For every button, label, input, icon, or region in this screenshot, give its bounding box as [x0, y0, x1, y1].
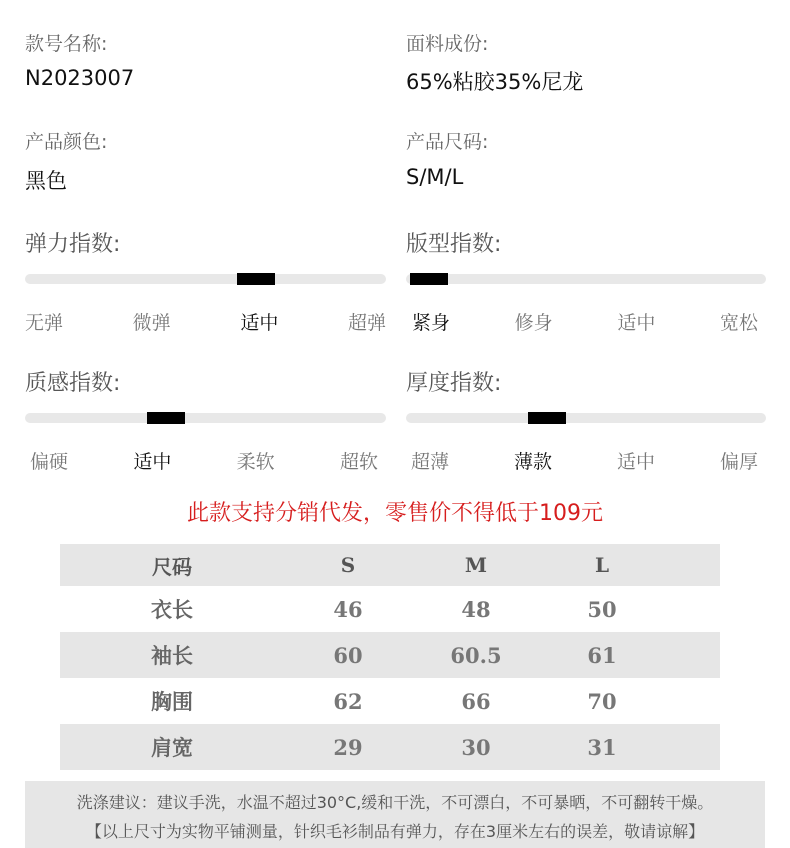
table-cell: 66: [461, 688, 491, 714]
texture-options: [30, 447, 378, 474]
table-cell: 肩宽: [60, 724, 284, 770]
table-row: [60, 724, 720, 770]
table-cell: 50: [587, 596, 617, 622]
elasticity-title: 弹力指数:: [25, 232, 121, 257]
elasticity-marker: [237, 273, 275, 285]
table-cell: 70: [587, 688, 617, 714]
style-value: N2023007: [25, 66, 135, 90]
thickness-slider: [406, 413, 766, 423]
table-cell: 60.5: [412, 632, 540, 678]
texture-option: 柔软: [236, 451, 275, 473]
color-value: 黑色: [25, 169, 67, 193]
fit-option: 修身: [514, 312, 553, 334]
elasticity-option: 无弹: [25, 312, 64, 334]
table-cell: 衣长: [151, 597, 193, 622]
thickness-option: 适中: [616, 451, 655, 473]
table-cell: 31: [540, 724, 664, 770]
fit-title: 版型指数:: [406, 232, 502, 257]
table-header-cell: L: [540, 544, 664, 586]
thickness-option: 超薄: [411, 451, 450, 473]
care-note: [25, 781, 765, 848]
table-cell: 袖长: [60, 632, 284, 678]
promo-text: 此款支持分销代发，零售价不得低于109元: [187, 501, 603, 526]
elasticity-slider: [25, 274, 386, 284]
table-cell: 30: [412, 724, 540, 770]
size-table: [60, 544, 720, 770]
texture-marker: [147, 412, 185, 424]
table-cell: 62: [333, 688, 363, 714]
texture-option: 适中: [133, 451, 172, 473]
texture-title: 质感指数:: [25, 371, 121, 396]
style-label: 款号名称:: [25, 33, 108, 55]
thickness-marker: [528, 412, 566, 424]
fit-option: 紧身: [412, 312, 451, 334]
wash-advice: 洗涤建议：建议手洗，水温不超过30°C,缓和干洗，不可漂白，不可暴晒，不可翻转干燥。: [76, 793, 714, 812]
elasticity-option: 适中: [240, 312, 279, 334]
table-row: [60, 632, 720, 678]
table-cell: 60: [284, 632, 412, 678]
fit-slider: [406, 274, 766, 284]
fit-option: 宽松: [719, 312, 758, 334]
elasticity-option: 微弹: [132, 312, 171, 334]
size-disclaimer: 【以上尺寸为实物平铺测量，针织毛衫制品有弹力，存在3厘米左右的误差，敬请谅解】: [85, 822, 705, 841]
thickness-title: 厚度指数:: [406, 371, 502, 396]
table-cell: 胸围: [151, 689, 193, 714]
texture-option: 偏硬: [30, 451, 69, 473]
elasticity-option: 超弹: [347, 312, 386, 334]
fabric-label: 面料成份:: [406, 33, 489, 55]
table-row: [60, 678, 720, 724]
fabric-value: 65%粘胶35%尼龙: [406, 70, 584, 94]
fit-marker: [410, 273, 448, 285]
fit-options: [412, 308, 758, 335]
table-row: [60, 586, 720, 632]
thickness-option: 薄款: [513, 451, 552, 473]
table-header-cell: S: [284, 544, 412, 586]
table-cell: 46: [333, 596, 363, 622]
texture-option: 超软: [339, 451, 378, 473]
thickness-option: 偏厚: [719, 451, 758, 473]
table-header-row: [60, 544, 720, 586]
thickness-options: [411, 447, 758, 474]
table-header-cell: 尺码: [60, 544, 284, 586]
elasticity-options: [25, 308, 386, 335]
texture-slider: [25, 413, 386, 423]
table-cell: 61: [540, 632, 664, 678]
size-label: 产品尺码:: [406, 131, 489, 153]
table-cell: 29: [284, 724, 412, 770]
table-cell: 48: [461, 596, 491, 622]
color-label: 产品颜色:: [25, 131, 108, 153]
size-value: S/M/L: [406, 165, 464, 189]
fit-option: 适中: [617, 312, 656, 334]
table-header-cell: M: [412, 544, 540, 586]
